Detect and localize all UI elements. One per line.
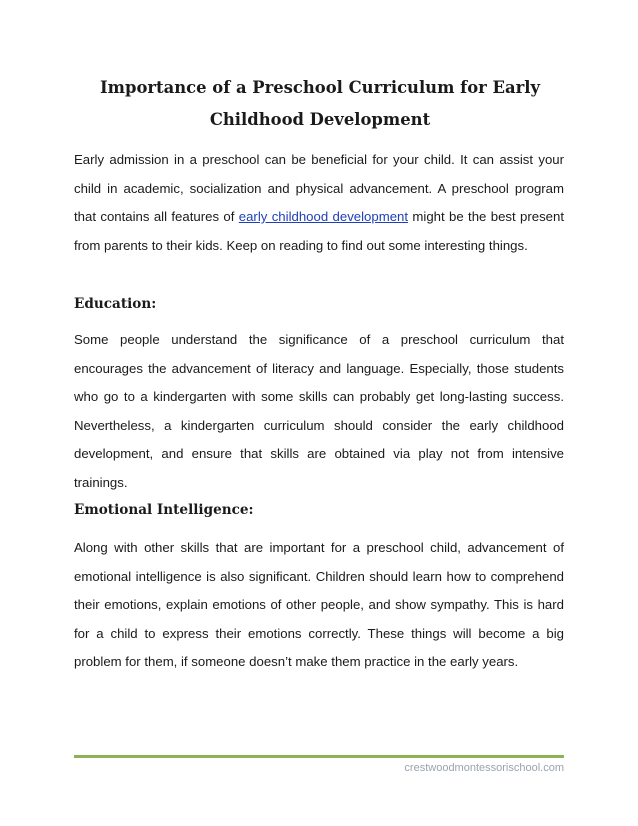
- emotional-intelligence-paragraph: Along with other skills that are important for a preschool child, advancement of emotional intelligence is also significant. Children should learn how to comprehend their emotions, explain emotions of other people, and show sympathy. This is hard for a child to express their emotions correctly. These things will become a big problem for them, if someone doesn’t make them practice in the early years.: [74, 540, 564, 669]
- education-heading: Education:: [74, 296, 157, 312]
- title-line-1: Importance of a Preschool Curriculum for Early: [100, 78, 540, 97]
- education-paragraph: Some people understand the significance of a preschool curriculum that encourages the advancement of literacy and language. Especially, those students who go to a kindergarten with some skills can probably get long-lasting success. Nevertheless, a kindergarten curriculum should consider the early childhood development, and ensure that skills are obtained via play not from intensive trainings.: [74, 332, 564, 490]
- intro-text-after-link: might be the best present from parents to their kids. Keep on reading to find out some interesting things.: [74, 209, 565, 253]
- intro-text-before-link: Early admission in a preschool can be beneficial for your child. It can assist your child in academic, socialization and physical advancement. A preschool program that contains all features of: [74, 152, 564, 224]
- footer-divider: [74, 755, 564, 758]
- intro-paragraph: [74, 146, 564, 260]
- title-line-2: Childhood Development: [209, 110, 431, 129]
- early-childhood-development-link[interactable]: early childhood development: [238, 209, 409, 224]
- footer-website-text: crestwoodmontessorischool.com: [404, 762, 564, 774]
- document-title: [70, 72, 570, 136]
- emotional-intelligence-heading: Emotional Intelligence:: [74, 502, 254, 518]
